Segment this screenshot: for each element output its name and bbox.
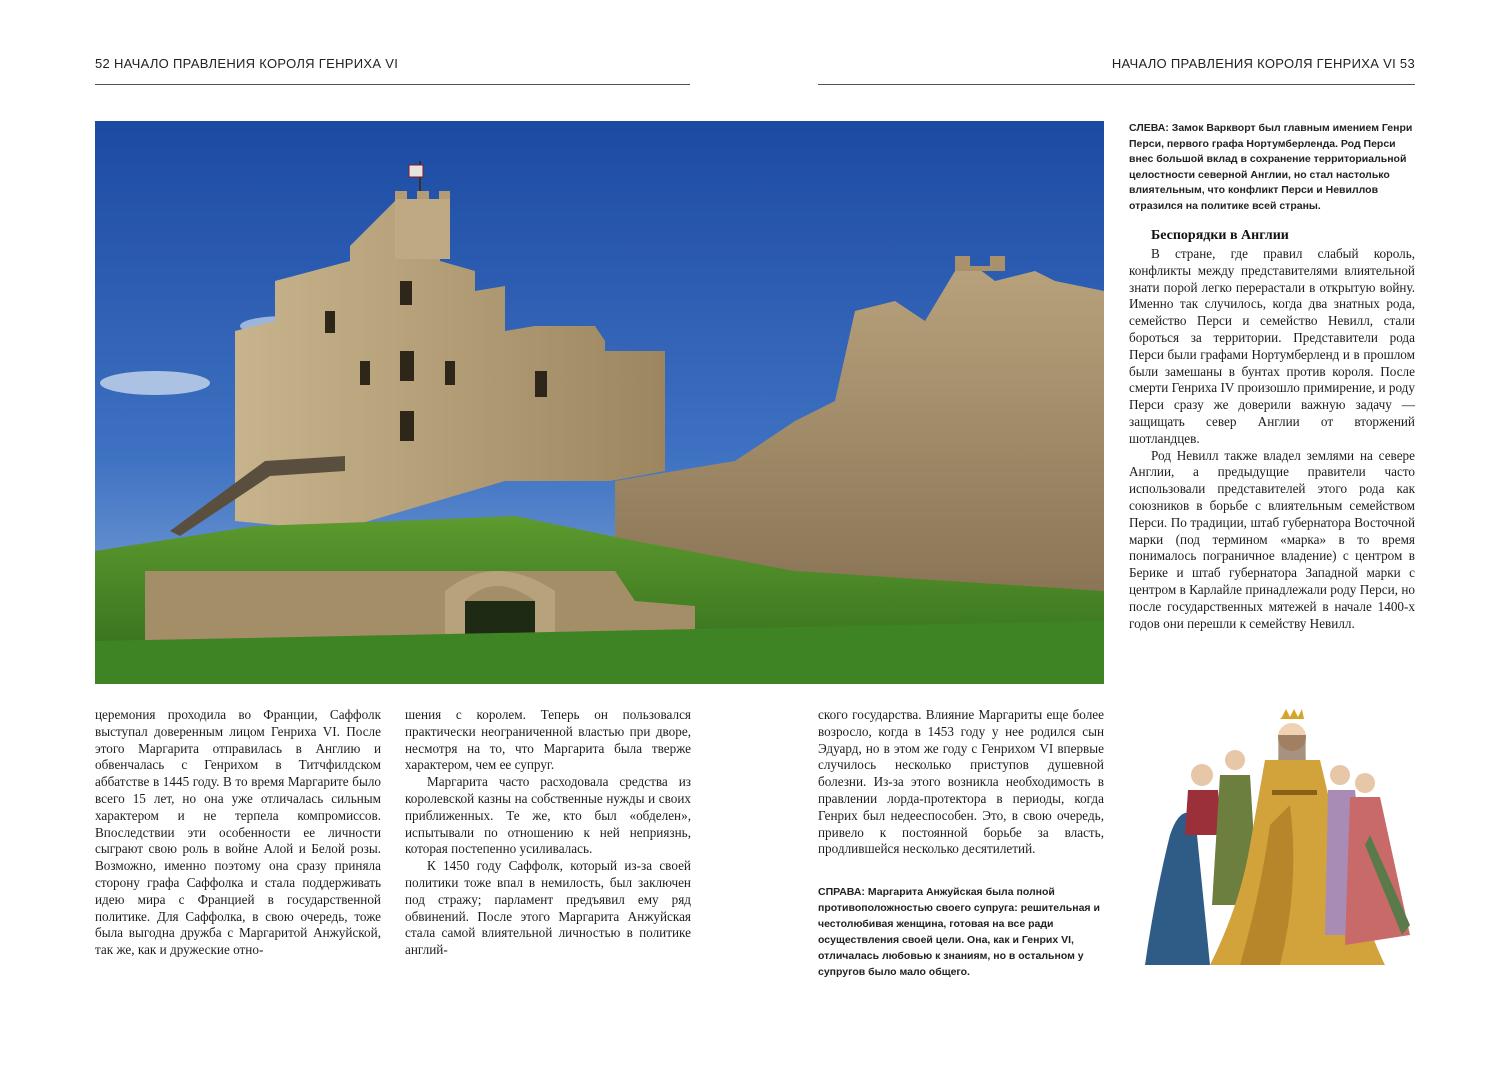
- photo-left-caption: СЛЕВА: Замок Варкворт был главным имением Генри Перси, первого графа Нортумберленда. Род Перси внес большой вклад в сохранение территориальной целостности северной Англии, но стал настолько влиятельным, что конфликт Перси и Невиллов отразился на политике всей страны.: [1129, 122, 1413, 212]
- warkworth-castle-photo: [95, 121, 1104, 684]
- body-column-1: [95, 707, 381, 959]
- paragraph: К 1450 году Саффолк, который из-за своей политики тоже впал в немилость, был заключен под стражу; парламент предъявил ему ряд обвинений. После этого Маргарита Анжуйская стала самой влиятельной личностью в политике англий-: [405, 858, 691, 958]
- body-column-3: [818, 707, 1104, 858]
- photo-right-caption: СПРАВА: Маргарита Анжуйская была полной противоположностью своего супруга: решительная и честолюбивая женщина, готовая на все ради осуществления своей цели. Она, как и Генрих VI, отличалась любовью к знаниям, но в остальном у супругов было мало общего.: [818, 886, 1100, 978]
- queen-crown: [1280, 709, 1304, 719]
- side-column: [1129, 246, 1415, 632]
- queen-belt: [1272, 790, 1317, 795]
- figure-head: [1330, 765, 1350, 785]
- margaret-of-anjou-illustration: [1140, 705, 1420, 975]
- paragraph: ского государства. Влияние Маргариты еще более возросло, когда в 1453 году у нее родился сын Эдуард, но в этом же году с Генрихом VI впервые случилось несколько приступов душевной болезни. Из-за этого возникла необходимость в правлении лорда-протектора в периоды, когда Генрих был недееспособен. Это, в свою очередь, привело к постоянной борьбе за власть, продлившейся несколько десятилетий.: [818, 707, 1104, 857]
- figure-blue-gown: [1145, 813, 1210, 966]
- paragraph: Род Невилл также владел землями на севере Англии, а предыдущие правители часто использовали представителей этого рода как союзников в борьбе с влиятельным семейством Перси. По традиции, штаб губернатора Восточной марки (под термином «марка» в то время понималось пограничное владение) с центром в Берике и штаб губернатора Западной марки с центром в Карлайле принадлежали роду Перси, но после государственных мятежей в начале 1400-х годов они перешли к семейству Невилл.: [1129, 447, 1415, 631]
- window: [535, 371, 547, 397]
- paragraph: шения с королем. Теперь он пользовался практически неограниченной властью при дворе, несмотря на то, что Маргарита была тверже характером, чем ее супруг.: [405, 707, 691, 773]
- cloud: [100, 371, 210, 395]
- running-header-left: 52 НАЧАЛО ПРАВЛЕНИЯ КОРОЛЯ ГЕНРИХА VI: [95, 56, 399, 71]
- window: [360, 361, 370, 385]
- header-rule-right: [818, 84, 1415, 85]
- figure-bodice: [1185, 790, 1222, 835]
- figure-head: [1191, 764, 1213, 786]
- foreground-ruins: [145, 571, 695, 641]
- figure-head: [1225, 750, 1245, 770]
- body-column-2: [405, 707, 691, 959]
- tower-battlement: [395, 191, 450, 199]
- figure-head: [1355, 773, 1375, 793]
- window: [445, 361, 455, 385]
- section-heading: Беспорядки в Англии: [1151, 228, 1289, 243]
- window: [325, 311, 335, 333]
- window: [400, 351, 414, 381]
- header-rule-left: [95, 84, 690, 85]
- running-header-right: НАЧАЛО ПРАВЛЕНИЯ КОРОЛЯ ГЕНРИХА VI 53: [1111, 56, 1415, 71]
- paragraph: Маргарита часто расходовала средства из королевской казны на собственные нужды и своих приближенных. Те же, кто был «обделен», испытывали по отношению к ней неприязнь, которая постепенно усиливалась.: [405, 774, 691, 857]
- window: [400, 281, 412, 305]
- paragraph: церемония проходила во Франции, Саффолк выступал доверенным лицом Генриха VI. После этого Маргарита отправилась в Англию и обвенчалась с Генрихом в Титчфилдском аббатстве в 1445 году. В то время Маргарите было всего 15 лет, но она уже отличалась сильным характером и не терпела компромиссов. Впоследствии эти особенности ее личности сыграют свою роль в войне Алой и Белой розы. Возможно, именно поэтому она сразу приняла сторону графа Саффолка и стала поддерживать идею мира с Францией в государственной политике. Для Саффолка, в свою очередь, тоже была выгодна дружба с Маргаритой Анжуйской, так же, как и дружеские отно-: [95, 707, 381, 958]
- flag: [409, 165, 423, 177]
- keep-tower: [395, 199, 450, 259]
- paragraph: В стране, где правил слабый король, конфликты между представителями влиятельной знати порой легко перерастали в открытую войну. Именно так случилось, когда два знатных рода, семейство Перси и семейство Невилл, стали бороться за территории. Представители рода Перси были графами Нортумберленд и в прошлом были замешаны в бунтах против короля. После смерти Генриха IV произошло примирение, и роду Перси сразу же доверили важную задачу — защищать север Англии от вторжений шотландцев.: [1129, 246, 1415, 446]
- window: [400, 411, 414, 441]
